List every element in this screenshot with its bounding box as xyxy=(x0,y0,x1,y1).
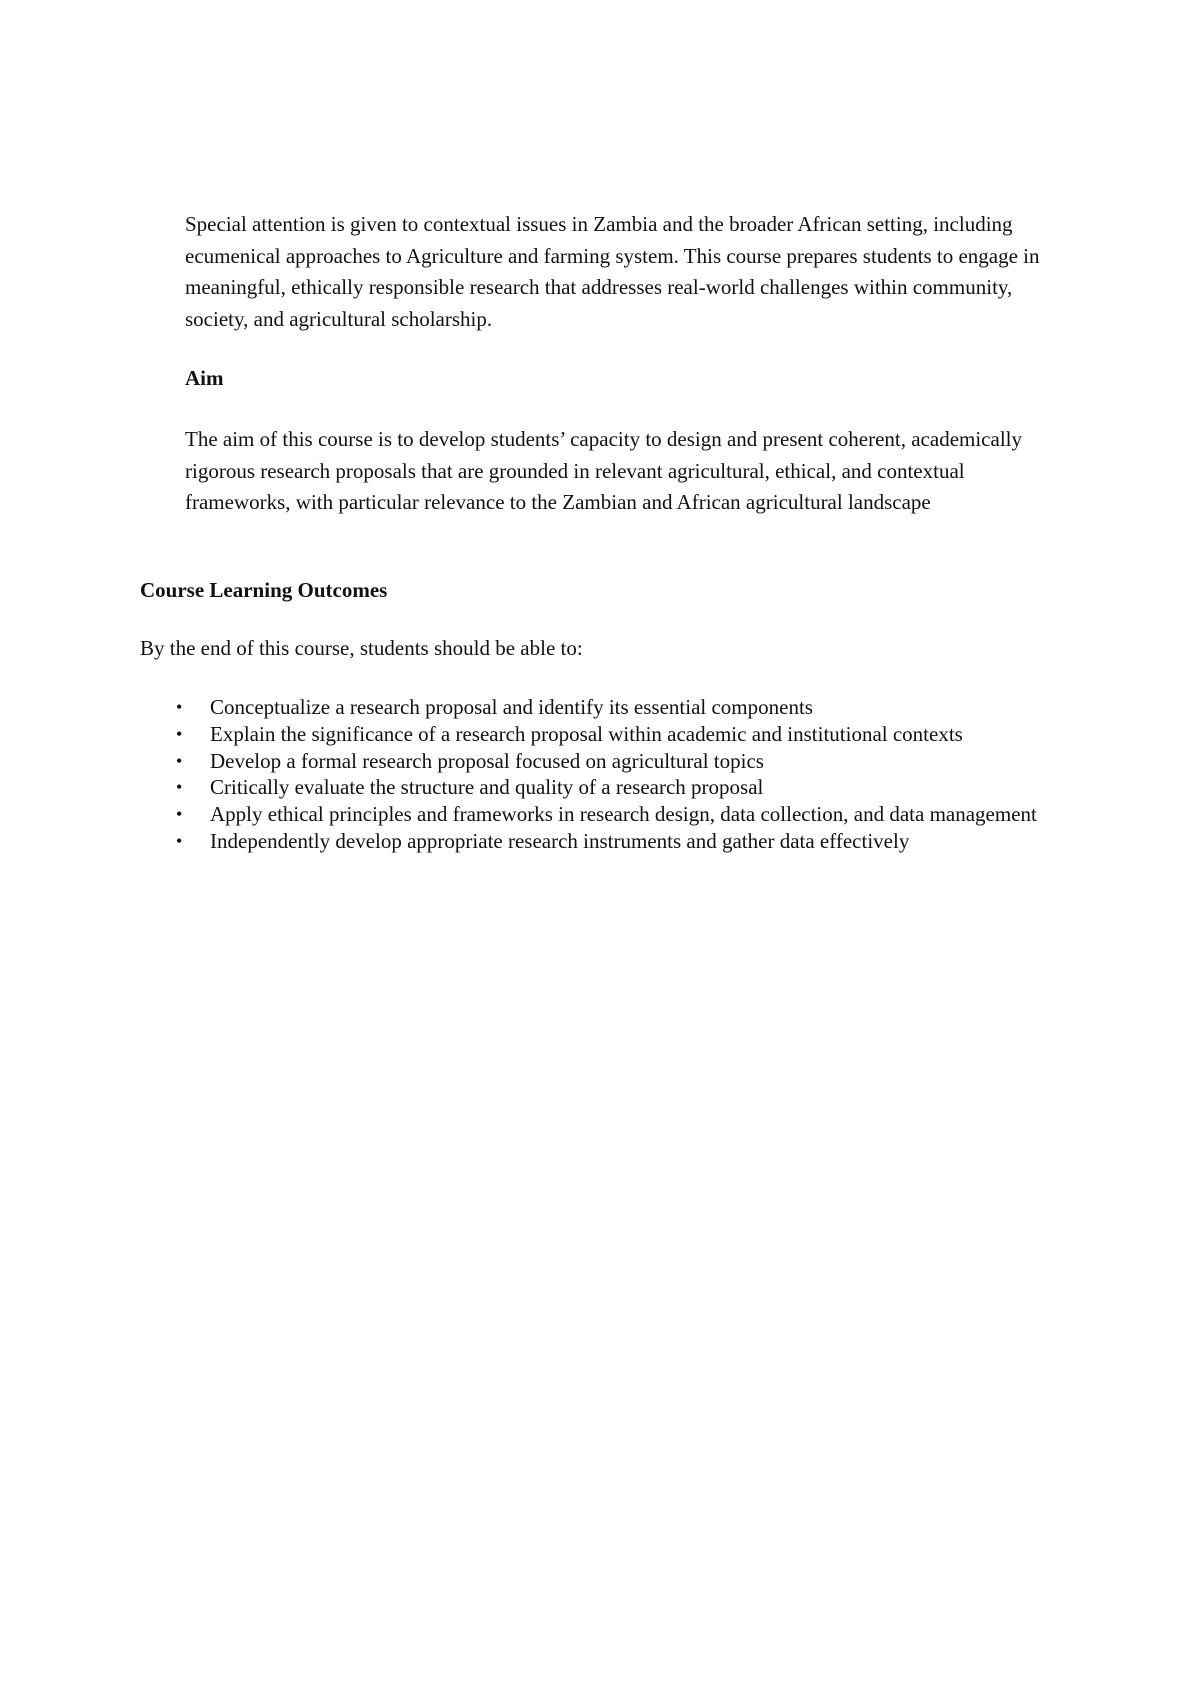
course-learning-outcomes-heading: Course Learning Outcomes xyxy=(140,578,388,602)
bullet-icon: • xyxy=(176,777,183,798)
bullet-icon: • xyxy=(176,697,183,717)
aim-heading: Aim xyxy=(185,366,224,390)
bullet-icon: • xyxy=(176,750,183,771)
aim-paragraph: The aim of this course is to develop students’ capacity to design and present coherent, academically rigorous research proposals that are grounded in relevant agricultural, ethical, and contextual frameworks, with particular relevance to the Zambian and African agricultural landscape xyxy=(185,427,1022,514)
list-item xyxy=(172,748,1072,775)
list-item xyxy=(172,801,1072,828)
intro-paragraph: Special attention is given to contextual issues in Zambia and the broader African setting, including ecumenical approaches to Agriculture and farming system. This course prepares students to engage in meaningful, ethically responsible research that addresses real-world challenges within community, society, and agricultural scholarship. xyxy=(185,212,1040,331)
list-item-text: Develop a formal research proposal focused on agricultural topics xyxy=(210,748,764,773)
list-item-text: Independently develop appropriate research instruments and gather data effectively xyxy=(210,828,910,853)
list-item xyxy=(172,828,1072,855)
learning-outcomes-list xyxy=(172,694,1072,855)
list-item xyxy=(172,694,1072,721)
list-item xyxy=(172,721,1072,748)
list-item-text: Explain the significance of a research proposal within academic and institutional contexts xyxy=(210,721,963,746)
outcomes-lead-sentence: By the end of this course, students should be able to: xyxy=(140,636,583,660)
list-item xyxy=(172,774,1072,801)
list-item-text: Conceptualize a research proposal and identify its essential components xyxy=(210,695,813,719)
bullet-icon: • xyxy=(176,804,183,825)
list-item-text: Apply ethical principles and frameworks in research design, data collection, and data management xyxy=(210,802,1037,827)
bullet-icon: • xyxy=(176,830,183,851)
list-item-text: Critically evaluate the structure and quality of a research proposal xyxy=(210,775,764,800)
bullet-icon: • xyxy=(176,723,183,744)
